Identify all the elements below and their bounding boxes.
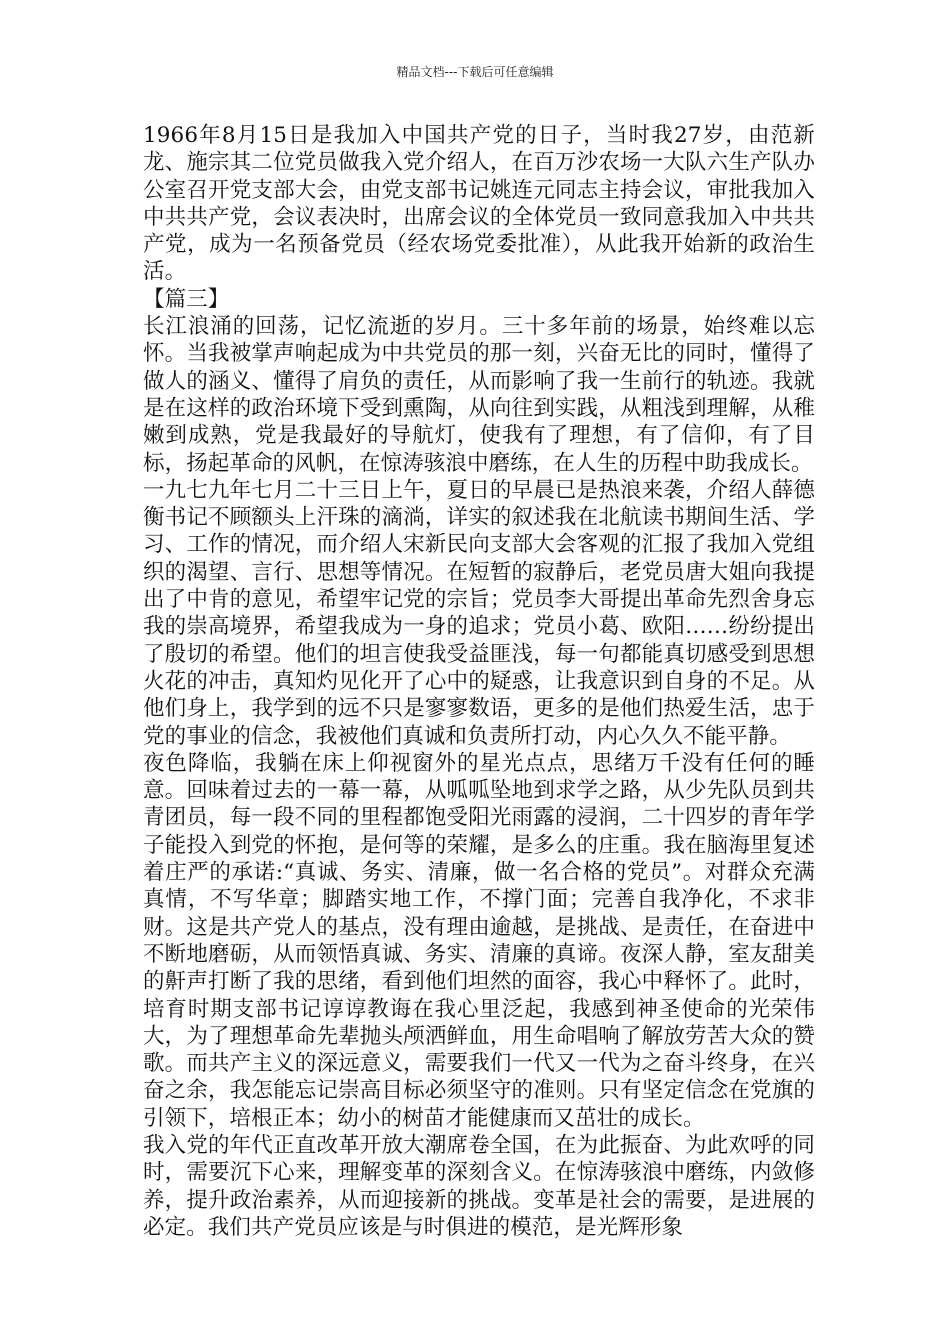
document-body	[143, 122, 815, 1241]
page-header: 精品文档---下载后可任意编辑	[396, 65, 554, 79]
paragraph-joining-party-1966: 1966年8月15日是我加入中国共产党的日子，当时我27岁，由范新龙、施宗其二位党员做我入党介绍人，在百万沙农场一大队六生产队办公室召开党支部大会，由党支部书记姚连元同志主持会议，审批我加入中共共产党，会议表决时，出席会议的全体党员一致同意我加入中共共产党，成为一名预备党员（经农场党委批准），从此我开始新的政治生活。	[143, 123, 815, 285]
paragraph-branch-meeting: 一九七九年七月二十三日上午，夏日的早晨已是热浪来袭，介绍人薛德衡书记不顾额头上汗珠的滴淌，详实的叙述我在北航读书期间生活、学习、工作的情况，而介绍人宋新民向支部大会客观的汇报了我加入党组织的渴望、言行、思想等情况。在短暂的寂静后，老党员唐大姐向我提出了中肯的意见，希望牢记党的宗旨；党员李大哥提出革命先烈舍身忘我的崇高境界，希望我成为一身的追求；党员小葛、欧阳……纷纷提出了殷切的希望。他们的坦言使我受益匪浅，每一句都能真切感受到思想火花的冲击，真知灼见化开了心中的疑惑，让我意识到自身的不足。从他们身上，我学到的远不只是寥寥数语，更多的是他们热爱生活，忠于党的事业的信念，我被他们真诚和负责所打动，内心久久不能平静。	[143, 477, 815, 749]
paragraph-reform-era: 我入党的年代正直改革开放大潮席卷全国，在为此振奋、为此欢呼的同时，需要沉下心来，理解变革的深刻含义。在惊涛骇浪中磨练，内敛修养，提升政治素养，从而迎接新的挑战。变革是社会的需要，是进展的必定。我们共产党员应该是与时俱进的模范，是光辉形象	[143, 1132, 815, 1240]
paragraph-night-reflection: 夜色降临，我躺在床上仰视窗外的星光点点，思绪万千没有任何的睡意。回味着过去的一幕一幕，从呱呱坠地到求学之路，从少先队员到共青团员，每一段不同的里程都饱受阳光雨露的浸润，二十四岁的青年学子能投入到党的怀抱，是何等的荣耀，是多么的庄重。我在脑海里复述着庄严的承诺:“真诚、务实、清廉，做一名合格的党员”。对群众充满真情，不写华章；脚踏实地工作，不撑门面；完善自我净化，不求非财。这是共产党人的基点，没有理由逾越，是挑战、是责任，在奋进中不断地磨砺，从而领悟真诚、务实、清廉的真谛。夜深人静，室友甜美的鼾声打断了我的思绪，看到他们坦然的面容，我心中释怀了。此时，培育时期支部书记谆谆教诲在我心里泛起，我感到神圣使命的光荣伟大，为了理想革命先辈抛头颅洒鲜血，用生命唱响了解放劳苦大众的赞歌。而共产主义的深远意义，需要我们一代又一代为之奋斗终身，在兴奋之余，我怎能忘记崇高目标必须坚守的准则。只有坚定信念在党旗的引领下，培根正本；幼小的树苗才能健康而又茁壮的成长。	[143, 750, 815, 1131]
paragraph-memories: 长江浪涌的回荡，记忆流逝的岁月。三十多年前的场景，始终难以忘怀。当我被掌声响起成为中共党员的那一刻，兴奋无比的同时，懂得了做人的涵义、懂得了肩负的责任，从而影响了我一生前行的轨迹。我就是在这样的政治环境下受到熏陶，从向往到实践，从粗浅到理解，从稚嫩到成熟，党是我最好的导航灯，使我有了理想，有了信仰，有了目标，扬起革命的风帆，在惊涛骇浪中磨练，在人生的历程中助我成长。	[143, 314, 815, 476]
section-heading: 【篇三】	[143, 286, 230, 312]
